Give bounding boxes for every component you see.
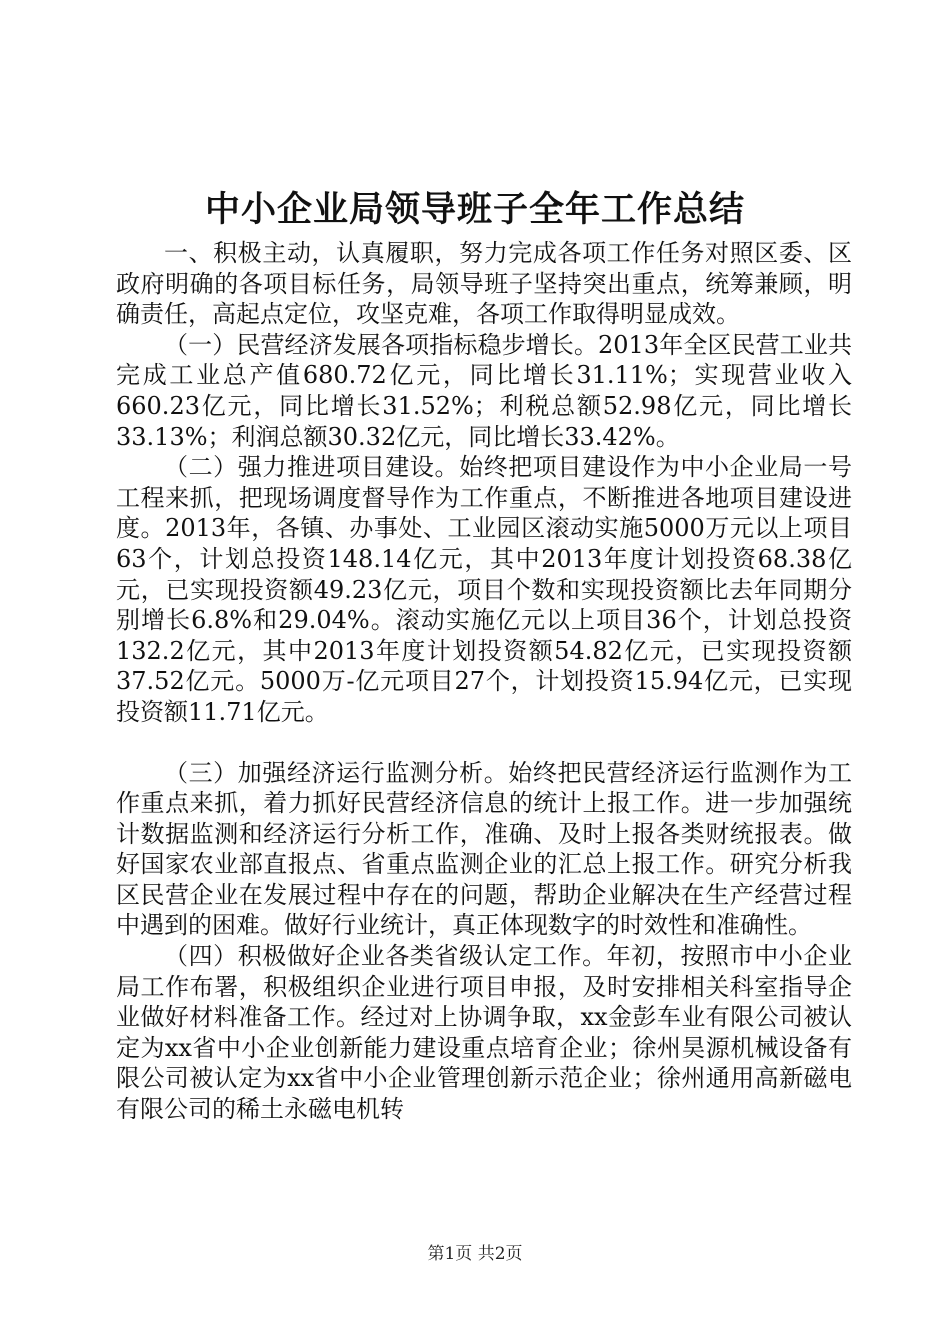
- paragraph-project-construction: （二）强力推进项目建设。始终把项目建设作为中小企业局一号工程来抓，把现场调度督导作为工作重点，不断推进各地项目建设进度。2013年，各镇、办事处、工业园区滚动实施5000万元以上项目63个，计划总投资148.14亿元，其中2013年度计划投资68.38亿元，已实现投资额49.23亿元，项目个数和实现投资额比去年同期分别增长6.8%和29.04%。滚动实施亿元以上项目36个，计划总投资132.2亿元，其中2013年度计划投资额54.82亿元，已实现投资额37.52亿元。5000万-亿元项目27个，计划投资15.94亿元，已实现投资额11.71亿元。: [116, 453, 852, 726]
- page-number-footer: 第1页 共2页: [427, 1244, 523, 1264]
- paragraph-private-economy: （一）民营经济发展各项指标稳步增长。2013年全区民营工业共完成工业总产值680.72亿元，同比增长31.11%；实现营业收入660.23亿元，同比增长31.52%；利税总额52.98亿元，同比增长33.13%；利润总额30.32亿元，同比增长33.42%。: [116, 330, 852, 451]
- paragraph-provincial-certification: （四）积极做好企业各类省级认定工作。年初，按照市中小企业局工作布署，积极组织企业进行项目申报，及时安排相关科室指导企业做好材料准备工作。经过对上协调争取，xx金彭车业有限公司被认定为xx省中小企业创新能力建设重点培育企业；徐州昊源机械设备有限公司被认定为xx省中小企业管理创新示范企业；徐州通用高新磁电有限公司的稀土永磁电机转: [116, 942, 852, 1124]
- paragraph-intro: 一、积极主动，认真履职，努力完成各项工作任务对照区委、区政府明确的各项目标任务，局领导班子坚持突出重点，统筹兼顾，明确责任，高起点定位，攻坚克难，各项工作取得明显成效。: [116, 239, 852, 329]
- paragraph-economic-monitoring: （三）加强经济运行监测分析。始终把民营经济运行监测作为工作重点来抓，着力抓好民营经济信息的统计上报工作。进一步加强统计数据监测和经济运行分析工作，准确、及时上报各类财统报表。做好国家农业部直报点、省重点监测企业的汇总上报工作。研究分析我区民营企业在发展过程中存在的问题，帮助企业解决在生产经营过程中遇到的困难。做好行业统计，真正体现数字的时效性和准确性。: [116, 758, 852, 940]
- document-body: [116, 238, 852, 1125]
- document-title: 中小企业局领导班子全年工作总结: [204, 190, 745, 230]
